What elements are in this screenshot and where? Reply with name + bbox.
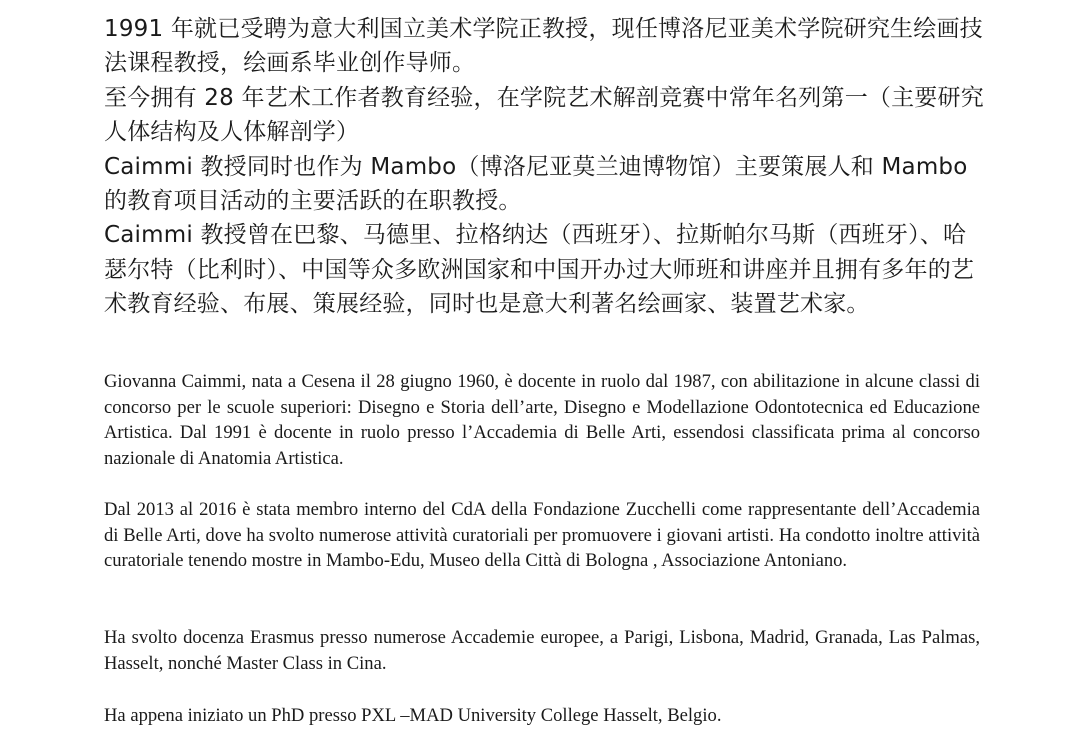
- chinese-paragraph-curator: Caimmi 教授同时也作为 Mambo（博洛尼亚莫兰迪博物馆）主要策展人和 Mambo 的教育项目活动的主要活跃的在职教授。: [104, 153, 968, 215]
- italian-paragraph-text: Giovanna Caimmi, nata a Cesena il 28 giugno 1960, è docente in ruolo dal 1987, con abilitazione in alcune classi di concorso per le scuole superiori: Disegno e Storia dell’arte, Disegno e Modellazione Odontotecnica ed Educazione Artistica. Dal 1991 è docente in ruolo presso l’Accademia di Belle Arti, essendosi classificata prima al concorso nazionale di Anatomia Artistica.: [104, 371, 980, 469]
- italian-paragraph-text: Dal 2013 al 2016 è stata membro interno del CdA della Fondazione Zucchelli come rappresentante dell’Accademia di Belle Arti, dove ha svolto numerose attività curatoriali per promuovere i giovani artisti. Ha condotto inoltre attività curatoriale tenendo mostre in Mambo-Edu, Museo della Città di Bologna , Associazione Antoniano.: [104, 499, 980, 572]
- italian-paragraph-erasmus: [104, 625, 980, 676]
- italian-paragraph-phd: [104, 703, 980, 729]
- chinese-paragraph-experience: 至今拥有 28 年艺术工作者教育经验，在学院艺术解剖竞赛中常年名列第一（主要研究人体结构及人体解剖学）: [104, 84, 984, 146]
- chinese-paragraph-appointment: 1991 年就已受聘为意大利国立美术学院正教授，现任博洛尼亚美术学院研究生绘画技法课程教授，绘画系毕业创作导师。: [104, 16, 983, 77]
- italian-paragraph-biography: [104, 369, 980, 471]
- italian-paragraph-fondazione: [104, 497, 980, 574]
- italian-paragraph-text: Ha svolto docenza Erasmus presso numerose Accademie europee, a Parigi, Lisbona, Madrid, Granada, Las Palmas, Hasselt, nonché Master Class in Cina.: [104, 627, 980, 674]
- chinese-paragraph-masterclass: Caimmi 教授曾在巴黎、马德里、拉格纳达（西班牙）、拉斯帕尔马斯（西班牙）、哈瑟尔特（比利时）、中国等众多欧洲国家和中国开办过大师班和讲座并且拥有多年的艺术教育经验、布展、策展经验，同时也是意大利著名绘画家、装置艺术家。: [104, 222, 975, 318]
- italian-paragraph-text: Ha appena iniziato un PhD presso PXL –MAD University College Hasselt, Belgio.: [104, 705, 722, 726]
- chinese-bio-section: [104, 12, 984, 322]
